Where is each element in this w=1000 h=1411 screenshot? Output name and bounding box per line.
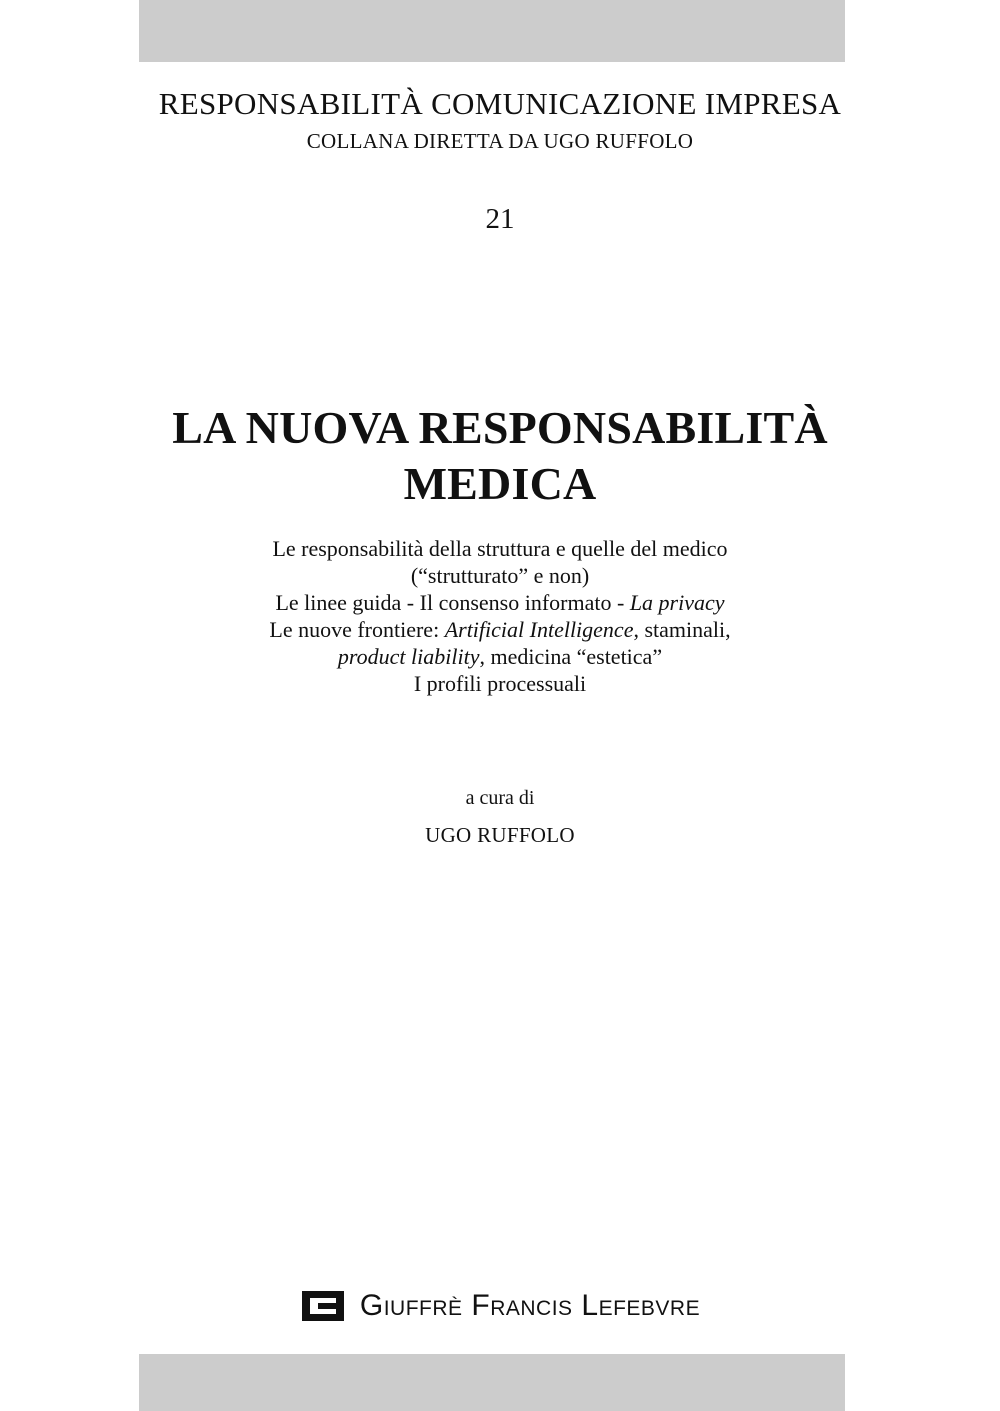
series-editor-line: COLLANA DIRETTA DA UGO RUFFOLO [306,129,694,153]
subtitle-line-6: I profili processuali [413,671,587,696]
subtitle-line-4-text: Le nuove frontiere: [269,617,445,642]
book-title-line-1: LA NUOVA RESPONSABILITÀ [172,402,828,453]
publisher-block [0,1289,1000,1323]
subtitle-line-5-tail: , medicina “estetica” [479,644,663,669]
subtitle-line-5-italic: product liability [337,644,480,669]
volume-number: 21 [485,203,515,235]
book-title-line-2: MEDICA [403,458,597,509]
book-subtitle [0,535,1000,697]
subtitle-line-3-italic: La privacy [629,590,725,615]
publisher-name: Giuffrè Francis Lefebvre [359,1289,701,1322]
book-title [0,400,1000,512]
subtitle-line-4 [0,616,1000,643]
subtitle-line-4-italic: Artificial Intelligence [444,617,634,642]
subtitle-line-3-text: Le linee guida - Il consenso informato - [275,590,630,615]
subtitle-line-2: (“strutturato” e non) [410,563,590,588]
subtitle-line-1: Le responsabilità della struttura e quelle del medico [272,536,728,561]
editor-name: UGO RUFFOLO [425,823,575,847]
top-gray-band [139,0,845,62]
editor-prefix: a cura di [465,787,535,809]
bottom-gray-band [139,1354,845,1411]
subtitle-line-3 [0,589,1000,616]
publisher-logo-icon [300,1289,346,1323]
subtitle-line-5 [0,643,1000,670]
subtitle-line-4-tail: , staminali, [633,617,731,642]
series-title: RESPONSABILITÀ COMUNICAZIONE IMPRESA [158,86,842,121]
